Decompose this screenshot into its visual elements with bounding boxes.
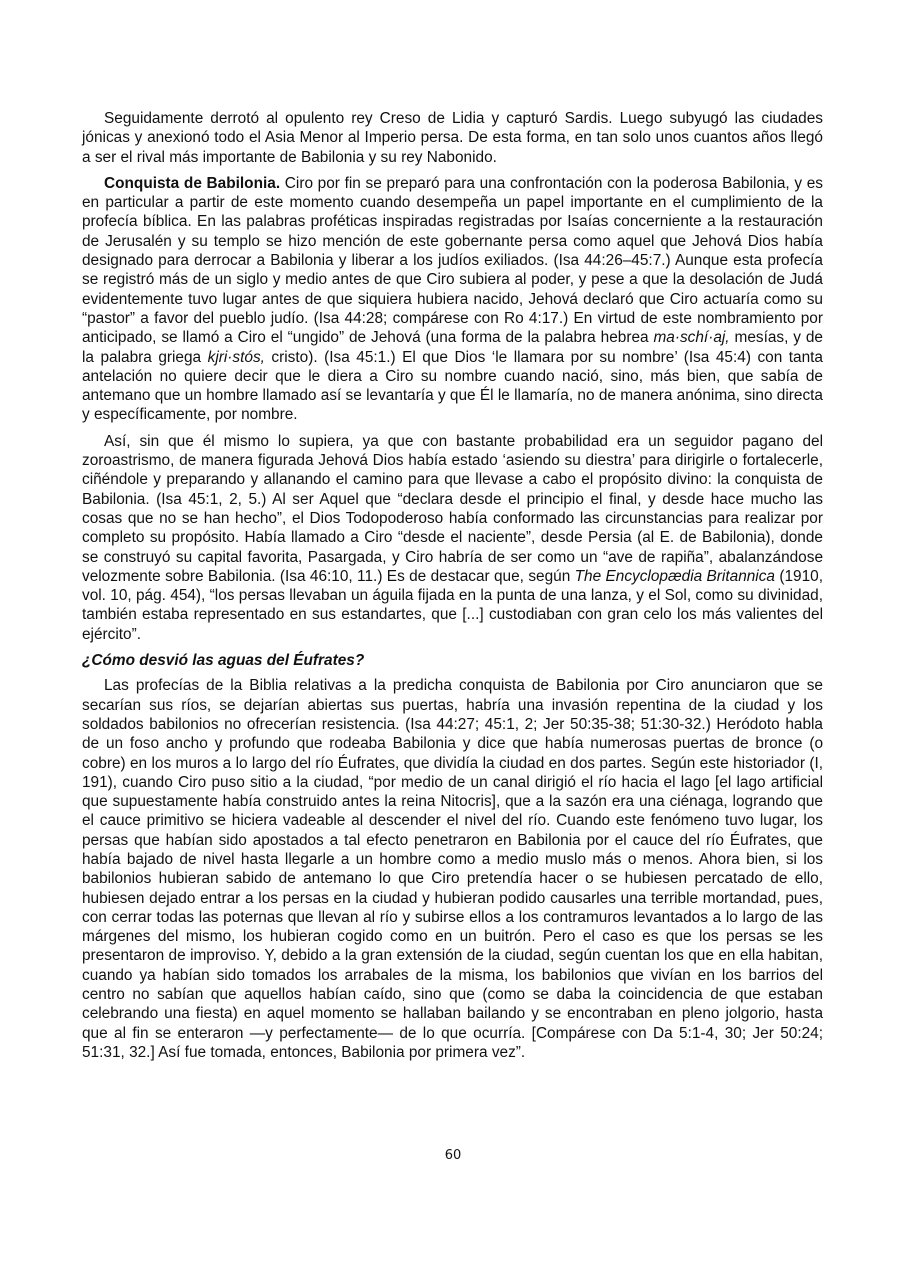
paragraph-2-text-a: Ciro por fin se preparó para una confrontación con la poderosa Babilonia, y es en particular a partir de este momento cuando desempeña un papel importante en el cumplimiento de la profecía bíblica. En las palabras proféticas inspiradas registradas por Isaías concerniente a la restauración de Jerusalén y su templo se hizo mención de este gobernante persa como aquel que Jehová Dios había designado para derrocar a Babilonia y liberar a los judíos exiliados. (Isa 44:26–45:7.) Aunque esta profecía se registró más de un siglo y medio antes de que Ciro subiera al poder, y pese a que la desolación de Judá evidentemente tuvo lugar antes de que siquiera hubiera nacido, Jehová declaró que Ciro actuaría como su “pastor” a favor del pueblo judío. (Isa 44:28; compárese con Ro 4:17.) En virtud de este nombramiento por anticipado, se llamó a Ciro el “ungido” de Jehová (una forma de la palabra hebrea <box>82 174 824 347</box>
section-heading: ¿Cómo desvió las aguas del Éufrates? <box>82 652 365 670</box>
paragraph-3-text-a: Así, sin que él mismo lo supiera, ya que con bastante probabilidad era un seguidor pagano del zoroastrismo, de manera figurada Jehová Dios había estado ‘asiendo su diestra’ para dirigirle o fortalecerle, ciñéndole y preparando y allanando el camino para que llevase a cabo el propósito divino: la conquista de Babilonia. (Isa 45:1, 2, 5.) Al ser Aquel que “declara desde el principio el final, y desde hace mucho las cosas que no se han hecho”, el Dios Todopoderoso había conformado las circunstancias para realizar por completo su propósito. Había llamado a Ciro “desde el naciente”, desde Persia (al E. de Babilonia), donde se construyó su capital favorita, Pasargada, y Ciro habría de ser como un “ave de rapiña”, abalanzándose velozmente sobre Babilonia. (Isa 46:10, 11.) Es de destacar que, según <box>82 432 823 585</box>
paragraph-3-text-b: (1910, vol. 10, pág. 454), “los persas llevaban un águila fijada en la punta de una lanza, y el Sol, como su divinidad, también estaba representado en sus estandartes, que [...] custodiaban con gran celo los más valientes del ejército”. <box>82 567 823 643</box>
page-number: 60 <box>444 1148 462 1163</box>
paragraph-2-text-c: cristo). (Isa 45:1.) El que Dios ‘le llamara por su nombre’ (Isa 45:4) con tanta antelación no quiere decir que le diera a Ciro su nombre cuando nació, sino, más bien, que sabía de antemano que un hombre llamado así se levantaría y que Él le llamaría, no de manera anónima, sino directa y específicamente, por nombre. <box>82 348 823 424</box>
paragraph-3-book-title: The Encyclopædia Britannica <box>574 567 775 585</box>
paragraph-4 <box>82 676 823 1062</box>
paragraph-2-heading: Conquista de Babilonia. <box>104 174 281 192</box>
paragraph-4-text: Las profecías de la Biblia relativas a la predicha conquista de Babilonia por Ciro anunciaron que se secarían sus ríos, se dejarían abiertas sus puertas, habría una invasión repentina de la ciudad y los soldados babilonios no ofrecerían resistencia. (Isa 44:27; 45:1, 2; Jer 50:35-38; 51:30-32.) Heródoto habla de un foso ancho y profundo que rodeaba Babilonia y dice que había numerosas puertas de bronce (o cobre) en los muros a lo largo del río Éufrates, que dividía la ciudad en dos partes. Según este historiador (I, 191), cuando Ciro puso sitio a la ciudad, “por medio de un canal dirigió el río hacia el lago [el lago artificial que supuestamente había construido antes la reina Nitocris], que a la sazón era una ciénaga, logrando que el cauce primitivo se hiciera vadeable al descender el nivel del río. Cuando este fenómeno tuvo lugar, los persas que habían sido apostados a tal efecto penetraron en Babilonia por el cauce del río Éufrates, que había bajado de nivel hasta llegarle a un hombre como a medio muslo más o menos. Ahora bien, si los babilonios hubieran sabido de antemano lo que Ciro pretendía hacer o se hubiesen percatado de ello, hubiesen dejado entrar a los persas en la ciudad y hubieran podido causarles una terrible mortandad, pues, con cerrar todas las poternas que llevan al río y subirse ellos a los contramuros levantados a lo largo de las márgenes del mismo, los hubieran cogido como en un buitrón. Pero el caso es que los persas se les presentaron de improviso. Y, debido a la gran extensión de la ciudad, según cuentan los que en ella habitan, cuando ya habían sido tomados los arrabales de la misma, los babilonios que vivían en los barrios del centro no sabían que aquellos habían caído, sino que (como se daba la coincidencia de que estaban celebrando una fiesta) en aquel momento se hallaban bailando y se encontraban en pleno jolgorio, hasta que al fin se enteraron —y perfectamente— de lo que ocurría. [Compárese con Da 5:1-4, 30; Jer 50:24; 51:31, 32.] Así fue tomada, entonces, Babilonia por primera vez”. <box>82 677 823 1061</box>
paragraph-2 <box>82 174 823 425</box>
paragraph-3 <box>82 432 823 644</box>
paragraph-1-text: Seguidamente derrotó al opulento rey Creso de Lidia y capturó Sardis. Luego subyugó las ciudades jónicas y anexionó todo el Asia Menor al Imperio persa. De esta forma, en tan solo unos cuantos años llegó a ser el rival más importante de Babilonia y su rey Nabonido. <box>82 110 823 166</box>
paragraph-2-text-b: mesías, y de la palabra griega <box>82 329 823 366</box>
paragraph-1 <box>82 109 823 167</box>
paragraph-2-hebrew-term: ma·schí·aj, <box>653 329 730 347</box>
paragraph-2-greek-term: kjri·stós, <box>207 348 265 366</box>
document-page <box>82 109 823 1069</box>
